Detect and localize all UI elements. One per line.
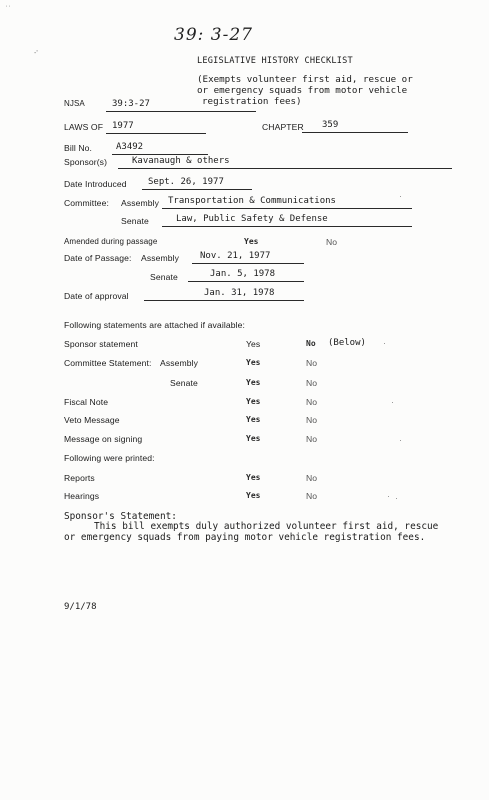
bill-underline bbox=[112, 154, 208, 155]
date-passage-label: Date of Passage: bbox=[64, 253, 132, 263]
attached-heading: Following statements are attached if available: bbox=[64, 320, 245, 330]
scan-mark: ' ' bbox=[6, 6, 10, 12]
checklist-item-label: Committee Statement: bbox=[64, 358, 152, 368]
committee-assembly-value: Transportation & Communications bbox=[168, 196, 336, 206]
scan-speck bbox=[388, 496, 389, 497]
statement-line-2: or emergency squads from paying motor vehicle registration fees. bbox=[64, 532, 426, 543]
checklist-yes-struck: Yes bbox=[246, 397, 261, 406]
date-introduced-value: Sept. 26, 1977 bbox=[148, 177, 224, 187]
scan-speck bbox=[384, 343, 385, 344]
handwritten-number: 39: 3-27 bbox=[174, 25, 253, 45]
laws-value: 1977 bbox=[112, 121, 134, 131]
committee-assembly-label: Assembly bbox=[121, 198, 160, 208]
checklist-item-label: Sponsor statement bbox=[64, 339, 138, 349]
passage-senate-value: Jan. 5, 1978 bbox=[210, 269, 276, 279]
scan-speck bbox=[400, 196, 401, 197]
checklist-no: No bbox=[306, 415, 318, 425]
amended-label: Amended during passage bbox=[64, 237, 158, 246]
checklist-no: No bbox=[306, 358, 318, 368]
passage-assembly-label: Assembly bbox=[141, 253, 180, 263]
scan-speck bbox=[396, 498, 397, 499]
checklist-no: No bbox=[306, 434, 318, 444]
sponsor-label: Sponsor(s) bbox=[64, 157, 108, 167]
checklist-item-label: Message on signing bbox=[64, 434, 143, 444]
chapter-label: CHAPTER bbox=[262, 122, 304, 132]
date-approval-underline bbox=[144, 300, 304, 301]
njsa-underline bbox=[106, 111, 256, 112]
laws-underline bbox=[106, 133, 206, 134]
passage-senate-underline bbox=[188, 281, 304, 282]
sponsor-underline bbox=[118, 168, 452, 169]
passage-assembly-underline bbox=[192, 263, 304, 264]
printed-no: No bbox=[306, 473, 318, 483]
scan-speck bbox=[392, 402, 393, 403]
amended-no: No bbox=[326, 237, 338, 247]
exempt-note-line-2: or emergency squads from motor vehicle bbox=[197, 85, 408, 96]
committee-assembly-underline bbox=[162, 208, 412, 209]
scan-mark: -' bbox=[34, 50, 38, 57]
passage-assembly-value: Nov. 21, 1977 bbox=[200, 251, 271, 261]
scan-speck bbox=[400, 440, 401, 441]
date-introduced-underline bbox=[142, 189, 252, 190]
laws-label: LAWS OF bbox=[64, 122, 104, 132]
committee-senate-label: Senate bbox=[121, 216, 149, 226]
sponsor-value: Kavanaugh & others bbox=[132, 156, 230, 166]
committee-senate-value: Law, Public Safety & Defense bbox=[176, 214, 328, 224]
checklist-no: No bbox=[306, 378, 318, 388]
njsa-value: 39:3-27 bbox=[112, 99, 150, 109]
committee-label: Committee: bbox=[64, 198, 109, 208]
page-title: LEGISLATIVE HISTORY CHECKLIST bbox=[197, 56, 353, 66]
checklist-note: (Below) bbox=[328, 338, 366, 348]
statement-line-1: This bill exempts duly authorized volunteer first aid, rescue bbox=[94, 521, 439, 532]
checklist-no-struck: No bbox=[306, 339, 316, 348]
exempt-note-line-3: registration fees) bbox=[202, 96, 302, 107]
statement-heading: Sponsor's Statement: bbox=[64, 511, 177, 522]
committee-senate-underline bbox=[162, 226, 412, 227]
checklist-yes-struck: Yes bbox=[246, 415, 261, 424]
footer-date: 9/1/78 bbox=[64, 602, 97, 612]
bill-value: A3492 bbox=[116, 142, 144, 152]
printed-item-label: Hearings bbox=[64, 491, 100, 501]
checklist-item-label: Veto Message bbox=[64, 415, 120, 425]
exempt-note-line-1: (Exempts volunteer first aid, rescue or bbox=[197, 74, 413, 85]
printed-heading: Following were printed: bbox=[64, 453, 155, 463]
chapter-value: 359 bbox=[322, 120, 339, 130]
checklist-yes-struck: Yes bbox=[246, 434, 261, 443]
njsa-label: NJSA bbox=[64, 99, 85, 108]
checklist-yes: Yes bbox=[246, 339, 261, 349]
printed-yes-struck: Yes bbox=[246, 473, 261, 482]
amended-yes-struck: Yes bbox=[244, 237, 259, 246]
date-approval-label: Date of approval bbox=[64, 291, 129, 301]
checklist-item-label: Senate bbox=[170, 378, 198, 388]
printed-item-label: Reports bbox=[64, 473, 95, 483]
bill-label: Bill No. bbox=[64, 143, 93, 153]
passage-senate-label: Senate bbox=[150, 272, 178, 282]
date-approval-value: Jan. 31, 1978 bbox=[204, 288, 275, 298]
checklist-yes-struck: Yes bbox=[246, 358, 261, 367]
printed-no: No bbox=[306, 491, 318, 501]
date-introduced-label: Date Introduced bbox=[64, 179, 127, 189]
printed-yes-struck: Yes bbox=[246, 491, 261, 500]
chapter-underline bbox=[302, 132, 408, 133]
checklist-yes-struck: Yes bbox=[246, 378, 261, 387]
checklist-no: No bbox=[306, 397, 318, 407]
checklist-item-label: Fiscal Note bbox=[64, 397, 109, 407]
checklist-item-sublabel: Assembly bbox=[160, 358, 199, 368]
